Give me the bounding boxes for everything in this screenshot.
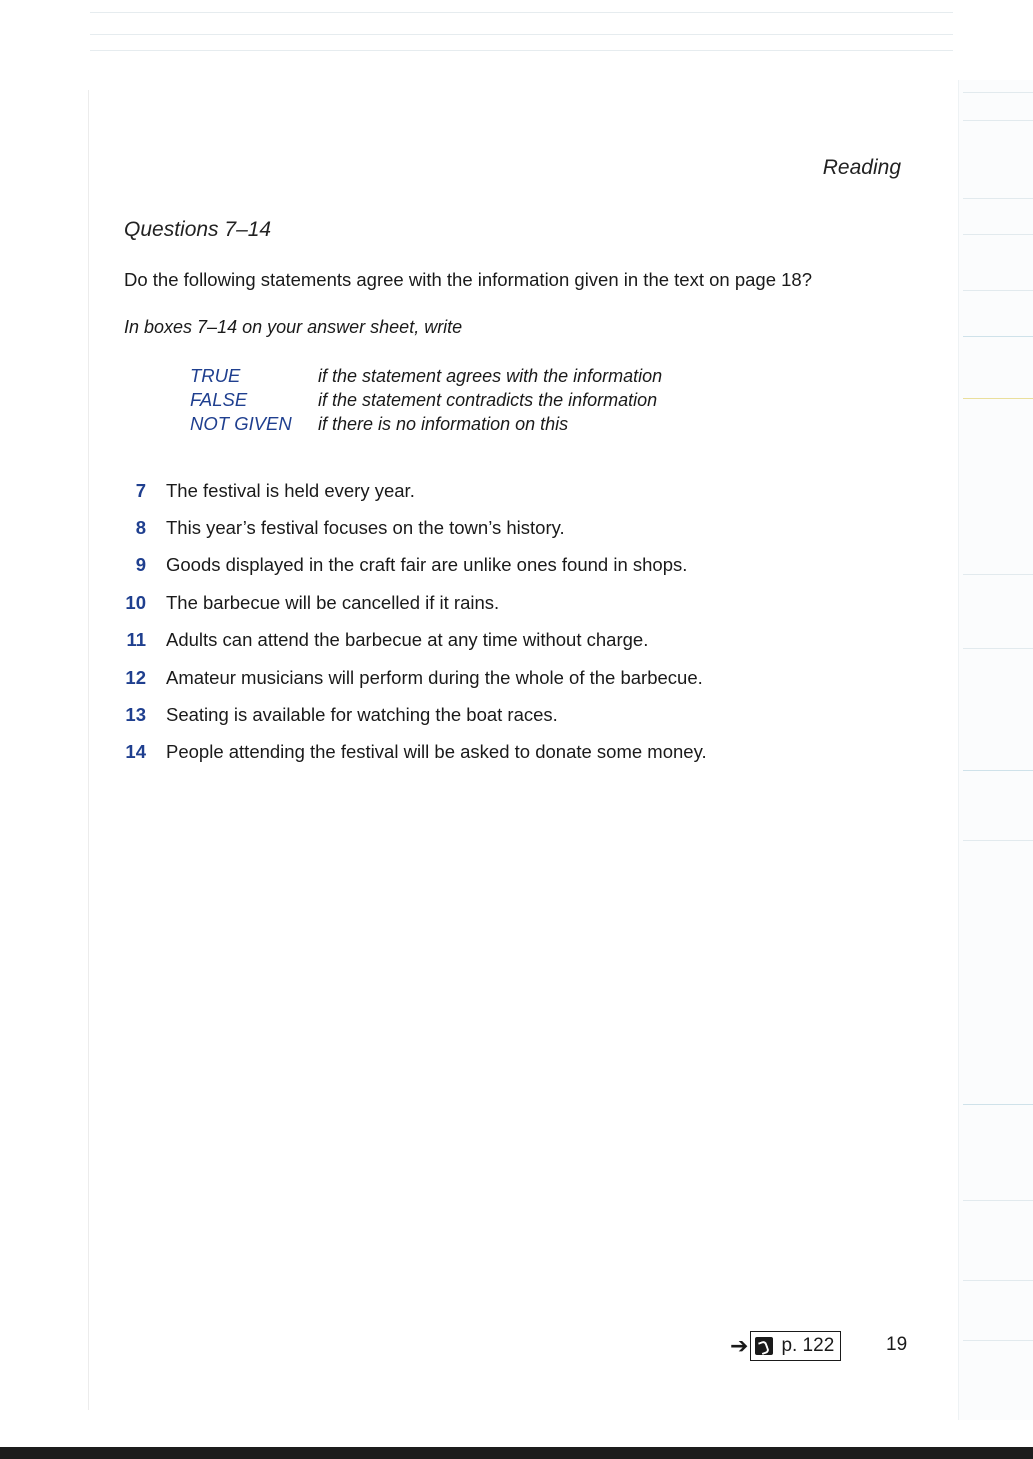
statement-item	[110, 659, 910, 696]
scan-bottom-edge	[0, 1447, 1033, 1459]
key-row-false	[190, 388, 662, 412]
statement-item	[110, 696, 910, 733]
statement-text: This year’s festival focuses on the town’s history.	[166, 517, 565, 539]
key-term: FALSE	[190, 389, 248, 410]
statement-text: Seating is available for watching the boat races.	[166, 704, 558, 726]
statement-text: Adults can attend the barbecue at any time without charge.	[166, 629, 649, 651]
reference-page: p. 122	[781, 1335, 835, 1356]
instruction-text: Do the following statements agree with the information given in the text on page 18?	[124, 269, 813, 290]
statement-text: The barbecue will be cancelled if it rains.	[166, 591, 500, 613]
statement-item	[110, 547, 910, 584]
statement-text: The festival is held every year.	[166, 479, 415, 501]
answer-key-reference[interactable]	[730, 1330, 841, 1362]
statement-number: 8	[135, 517, 146, 539]
statement-number: 7	[135, 479, 146, 501]
page-edge	[958, 80, 1033, 1420]
statement-number: 12	[125, 666, 146, 688]
statement-text: People attending the festival will be asked to donate some money.	[166, 741, 707, 763]
scan-artifact	[90, 50, 953, 51]
statement-list	[110, 472, 910, 771]
statement-number: 9	[135, 554, 146, 576]
section-label: Reading	[822, 156, 901, 179]
statement-text: Amateur musicians will perform during the whole of the barbecue.	[166, 666, 703, 688]
key-definition: if there is no information on this	[318, 413, 569, 434]
questions-heading: Questions 7–14	[124, 218, 272, 241]
key-row-true	[190, 364, 662, 388]
statement-number: 10	[125, 591, 146, 613]
scan-artifact	[90, 12, 953, 13]
statement-number: 13	[125, 704, 146, 726]
statement-text: Goods displayed in the craft fair are unlike ones found in shops.	[166, 554, 688, 576]
key-term: TRUE	[190, 365, 241, 386]
page-number: 19	[886, 1334, 908, 1355]
scan-artifact	[90, 34, 953, 35]
statement-item	[110, 734, 910, 771]
key-definition: if the statement agrees with the information	[318, 365, 663, 386]
statement-item	[110, 472, 910, 509]
key-definition: if the statement contradicts the information	[318, 389, 658, 410]
arrow-right-icon: ➔	[730, 1333, 749, 1358]
reference-box[interactable]	[750, 1331, 841, 1361]
page-gutter-rule	[88, 90, 89, 1410]
key-row-not-given	[190, 412, 662, 436]
statement-number: 14	[125, 741, 146, 763]
key-term: NOT GIVEN	[190, 413, 292, 434]
statement-item	[110, 584, 910, 621]
statement-item	[110, 622, 910, 659]
answer-instruction: In boxes 7–14 on your answer sheet, write	[124, 317, 463, 337]
statement-number: 11	[126, 629, 146, 651]
answer-key	[190, 364, 662, 436]
book-icon	[755, 1337, 773, 1355]
statement-item	[110, 509, 910, 546]
